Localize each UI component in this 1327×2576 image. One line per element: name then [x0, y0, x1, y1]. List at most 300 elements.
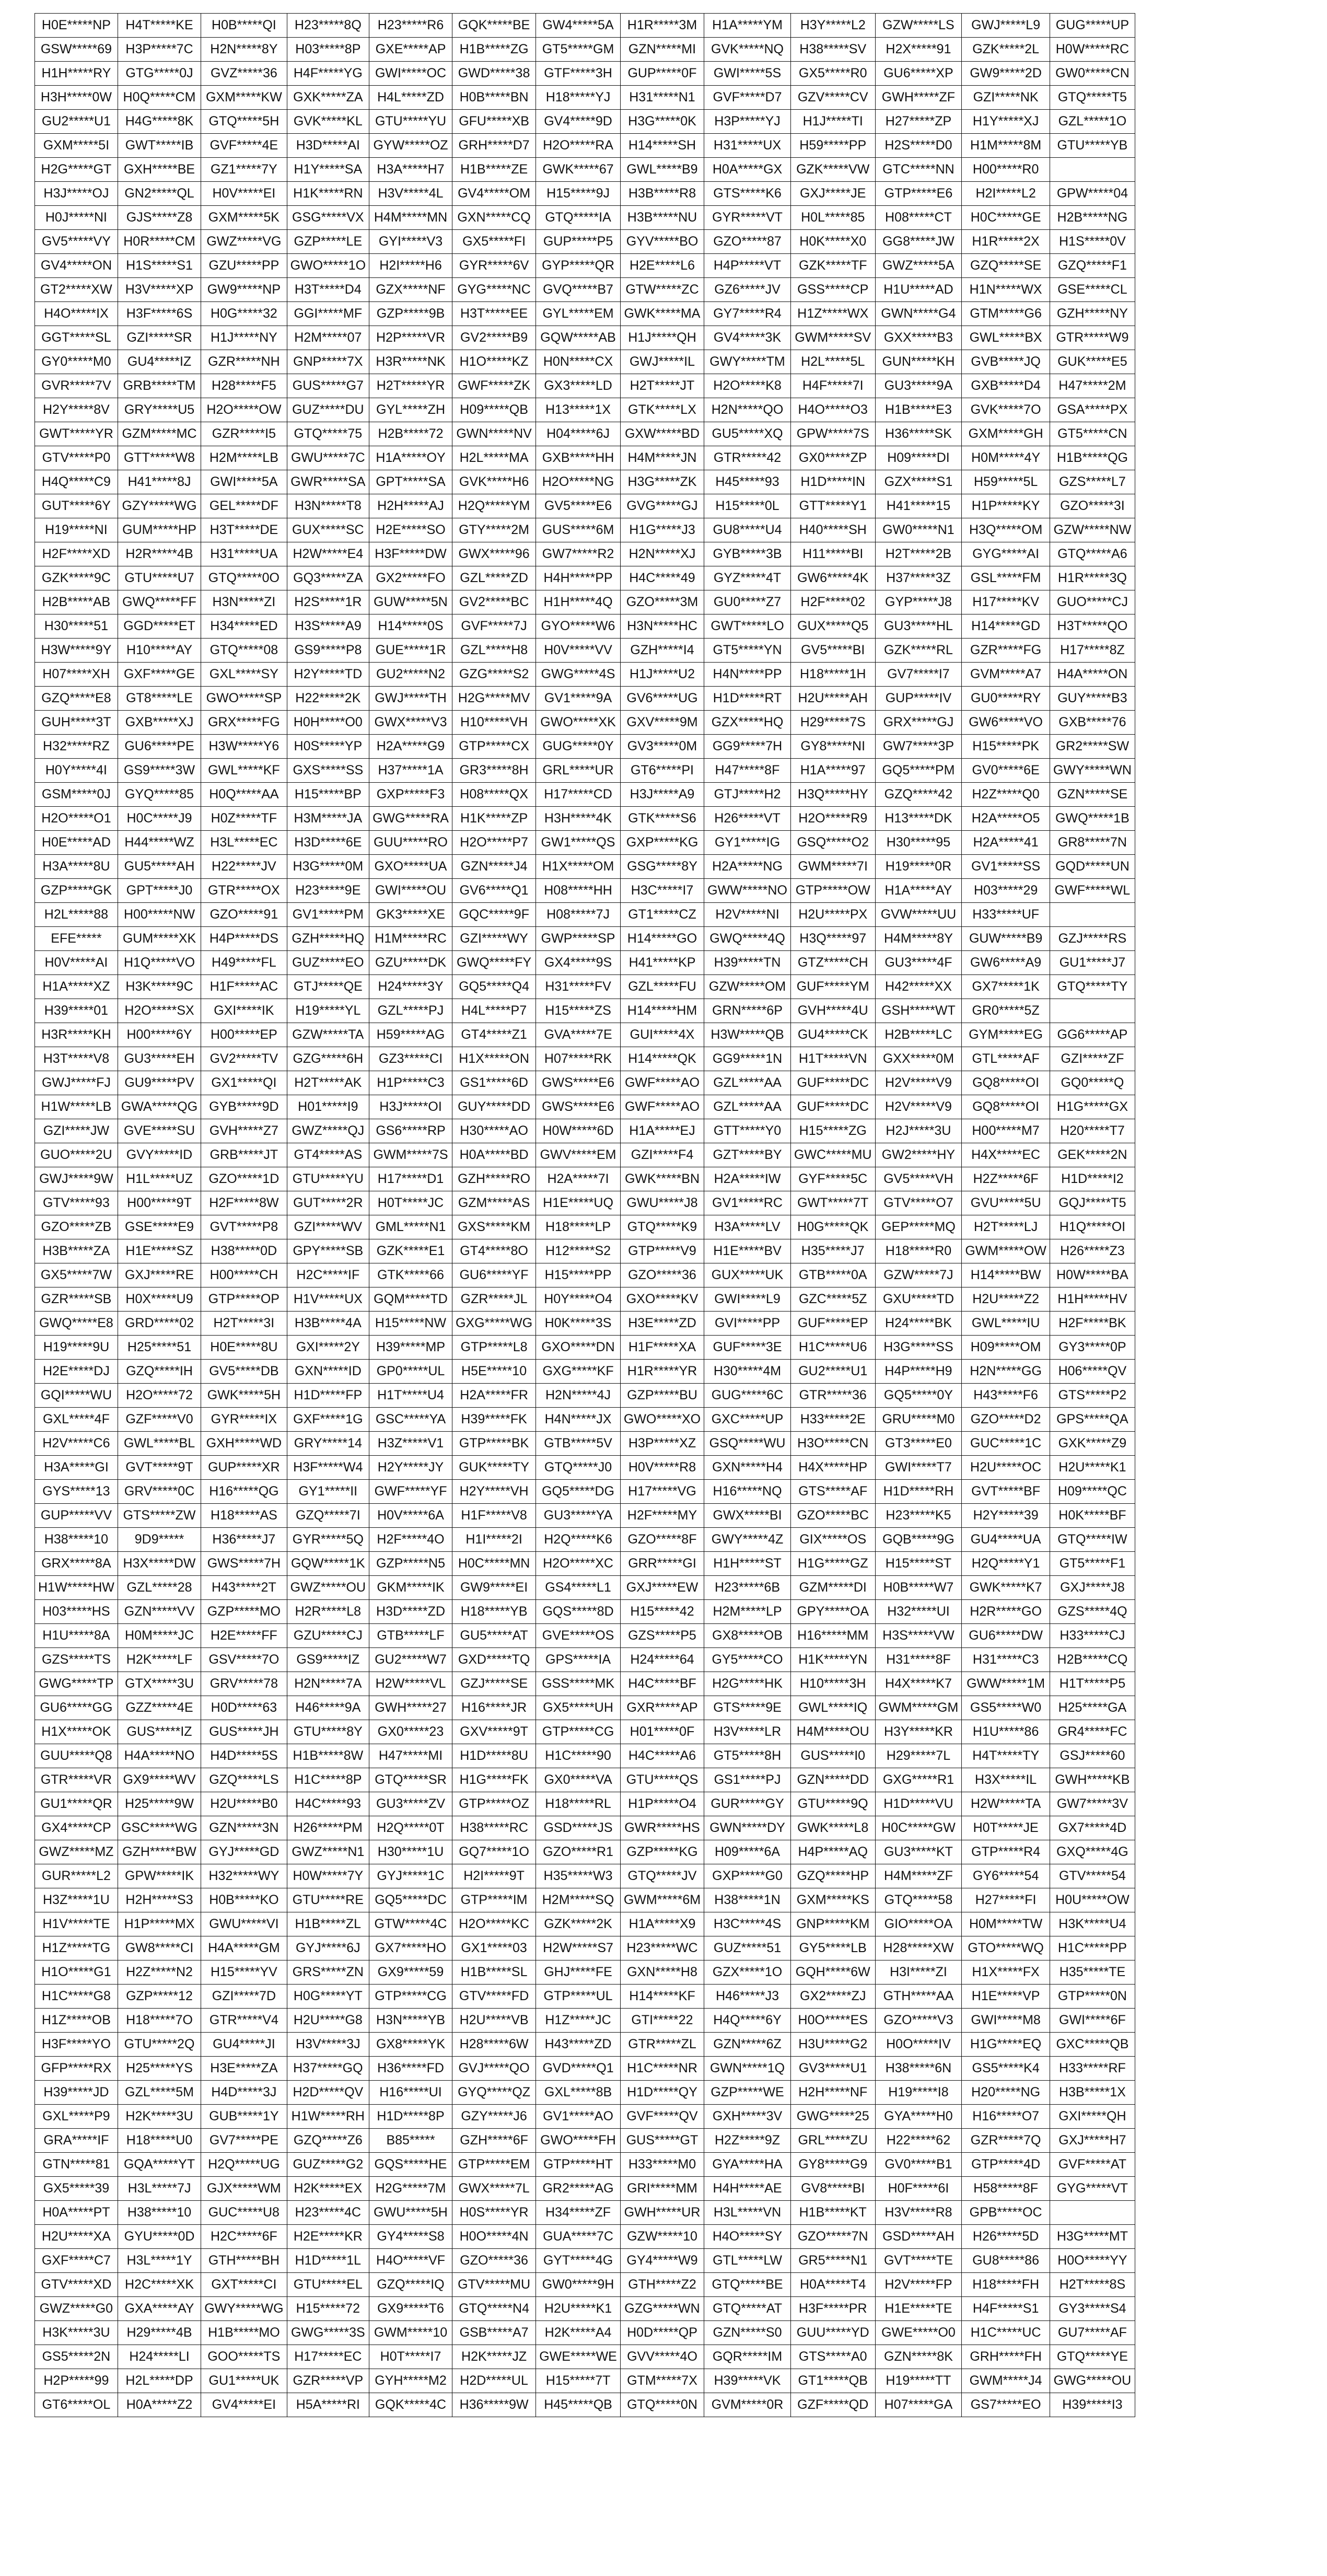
table-cell: GYR*****VT: [704, 206, 791, 230]
table-cell: GW9*****2D: [962, 62, 1050, 86]
table-cell: GU8*****86: [962, 2249, 1050, 2273]
table-cell: GQA*****YT: [118, 2153, 201, 2177]
table-cell: H2G*****HK: [704, 1672, 791, 1696]
table-cell: GTQ*****08: [201, 639, 287, 663]
table-cell: GSG*****VX: [287, 206, 369, 230]
table-cell: H2Q*****Y1: [962, 1552, 1050, 1576]
table-cell: H2A*****IW: [704, 1167, 791, 1191]
table-cell: GWA*****QG: [118, 1095, 201, 1119]
table-cell: GQD*****UN: [1050, 855, 1135, 879]
code-table-body: [35, 14, 1135, 2417]
table-cell: GR3*****8H: [452, 759, 536, 783]
table-cell: GQ5*****Q4: [452, 975, 536, 999]
table-cell: H0L*****85: [790, 206, 875, 230]
table-cell: H43*****F6: [962, 1384, 1050, 1408]
table-cell: GXL*****8B: [536, 2081, 621, 2105]
table-cell: H00*****EP: [201, 1023, 287, 1047]
table-cell: B85*****: [369, 2129, 452, 2153]
table-cell: H0O*****IV: [875, 2033, 962, 2057]
table-cell: GU2*****U1: [790, 1360, 875, 1384]
table-cell: GTU*****8Y: [287, 1720, 369, 1744]
table-cell: H3V*****R8: [875, 2201, 962, 2225]
table-row: [35, 86, 1135, 110]
table-cell: H0G*****YT: [287, 1985, 369, 2009]
table-row: [35, 2033, 1135, 2057]
table-cell: H2N*****8Y: [201, 38, 287, 62]
table-cell: GW4*****5A: [536, 14, 621, 38]
table-cell: H2O*****O1: [35, 807, 118, 831]
table-cell: H38*****1N: [704, 1888, 791, 1912]
table-cell: GZO*****R1: [536, 1840, 621, 1864]
table-cell: H17*****D1: [369, 1167, 452, 1191]
table-cell: GZH*****NY: [1050, 302, 1135, 326]
table-cell: GW9*****EI: [452, 1576, 536, 1600]
table-cell: H3M*****JA: [287, 807, 369, 831]
table-cell: H07*****RK: [536, 1047, 621, 1071]
table-cell: H3F*****PR: [790, 2297, 875, 2321]
table-cell: GZQ*****42: [875, 783, 962, 807]
table-cell: H3D*****6E: [287, 831, 369, 855]
table-cell: H3G*****0K: [620, 110, 704, 134]
table-cell: GNP*****7X: [287, 350, 369, 374]
table-cell: H28*****XW: [875, 1936, 962, 1960]
table-cell: GUN*****KH: [875, 350, 962, 374]
table-cell: H19*****TT: [875, 2369, 962, 2393]
table-cell: GXG*****WG: [452, 1312, 536, 1336]
table-cell: GTV*****93: [35, 1191, 118, 1215]
table-cell: H1E*****SZ: [118, 1239, 201, 1263]
table-cell: H39*****MP: [369, 1336, 452, 1360]
table-cell: GTH*****AA: [875, 1985, 962, 2009]
table-cell: H3L*****VN: [704, 2201, 791, 2225]
table-cell: GSL*****FM: [962, 566, 1050, 590]
table-row: [35, 182, 1135, 206]
table-cell: GVF*****D7: [704, 86, 791, 110]
table-cell: H1A*****X9: [620, 1912, 704, 1936]
table-cell: H3L*****7J: [118, 2177, 201, 2201]
table-cell: GWM*****7I: [790, 855, 875, 879]
table-cell: H19*****NI: [35, 518, 118, 542]
table-cell: H4A*****ON: [1050, 663, 1135, 687]
table-cell: H1B*****MO: [201, 2321, 287, 2345]
table-cell: GZK*****E1: [369, 1239, 452, 1263]
table-cell: GWZ*****QJ: [287, 1119, 369, 1143]
table-cell: GUZ*****51: [704, 1936, 791, 1960]
table-cell: H2N*****4J: [536, 1384, 621, 1408]
table-cell: H1T*****VN: [790, 1047, 875, 1071]
table-cell: H2E*****FF: [201, 1624, 287, 1648]
table-cell: GWL*****BX: [962, 326, 1050, 350]
table-cell: GR5*****N1: [790, 2249, 875, 2273]
table-cell: H2Z*****Q0: [962, 783, 1050, 807]
table-cell: H28*****F5: [201, 374, 287, 398]
table-cell: H3Q*****97: [790, 927, 875, 951]
table-row: [35, 1912, 1135, 1936]
table-cell: GWI*****L9: [704, 1287, 791, 1312]
table-row: [35, 2057, 1135, 2081]
table-cell: GTP*****E6: [875, 182, 962, 206]
table-cell: H2A*****O5: [962, 807, 1050, 831]
table-cell: H2I*****9T: [452, 1864, 536, 1888]
table-cell: GW9*****NP: [201, 278, 287, 302]
table-cell: GSC*****YA: [369, 1408, 452, 1432]
table-row: [35, 1792, 1135, 1816]
table-cell: H36*****FD: [369, 2057, 452, 2081]
table-cell: GZO*****7N: [790, 2225, 875, 2249]
table-cell: GPW*****04: [1050, 182, 1135, 206]
table-cell: H1D*****I2: [1050, 1167, 1135, 1191]
table-row: [35, 807, 1135, 831]
table-cell: H2Q*****YM: [452, 494, 536, 518]
table-cell: H32*****RZ: [35, 735, 118, 759]
table-cell: H23*****8Q: [287, 14, 369, 38]
table-cell: H0O*****4N: [452, 2225, 536, 2249]
table-cell: GUG*****6C: [704, 1384, 791, 1408]
table-cell: H2Z*****9Z: [704, 2129, 791, 2153]
table-cell: GZL*****FU: [620, 975, 704, 999]
table-cell: H1B*****ZE: [452, 158, 536, 182]
table-cell: GT5*****YN: [704, 639, 791, 663]
table-cell: GT4*****AS: [287, 1143, 369, 1167]
table-cell: GXH*****WD: [201, 1432, 287, 1456]
table-cell: H10*****3H: [790, 1672, 875, 1696]
table-cell: H3Y*****L2: [790, 14, 875, 38]
table-cell: H2U*****XA: [35, 2225, 118, 2249]
table-cell: GOO*****TS: [201, 2345, 287, 2369]
table-cell: GV4*****9D: [536, 110, 621, 134]
table-cell: H1G*****J3: [620, 518, 704, 542]
table-cell: H2T*****YR: [369, 374, 452, 398]
table-cell: GZH*****HQ: [287, 927, 369, 951]
table-cell: H24*****64: [620, 1648, 704, 1672]
table-cell: H2O*****72: [118, 1384, 201, 1408]
table-cell: H36*****9W: [452, 2393, 536, 2417]
table-cell: GTW*****4C: [369, 1912, 452, 1936]
table-cell: GTW*****ZC: [620, 278, 704, 302]
table-cell: GV6*****Q1: [452, 879, 536, 903]
table-cell: H15*****YV: [201, 1960, 287, 1985]
table-cell: GU7*****AF: [1050, 2321, 1135, 2345]
table-cell: H1T*****U4: [369, 1384, 452, 1408]
table-cell: H31*****UX: [704, 134, 791, 158]
table-cell: H09*****6A: [704, 1840, 791, 1864]
table-cell: GWZ*****VG: [201, 230, 287, 254]
table-cell: H15*****42: [620, 1600, 704, 1624]
table-cell: GXI*****QH: [1050, 2105, 1135, 2129]
table-cell: GRB*****JT: [201, 1143, 287, 1167]
table-cell: H19*****0R: [875, 855, 962, 879]
table-cell: H4X*****K7: [875, 1672, 962, 1696]
table-cell: H23*****R6: [369, 14, 452, 38]
table-cell: H1D*****IN: [790, 470, 875, 494]
table-cell: GXM*****GH: [962, 422, 1050, 446]
table-cell: H4D*****3J: [201, 2081, 287, 2105]
table-cell: H3V*****4L: [369, 182, 452, 206]
table-cell: GQ8*****OI: [962, 1095, 1050, 1119]
table-cell: GQH*****6W: [790, 1960, 875, 1985]
table-cell: GXF*****GE: [118, 663, 201, 687]
table-cell: GW8*****CI: [118, 1936, 201, 1960]
table-cell: GTU*****EL: [287, 2273, 369, 2297]
table-cell: GNP*****KM: [790, 1912, 875, 1936]
table-cell: H2Z*****6F: [962, 1167, 1050, 1191]
table-cell: H1M*****8M: [962, 134, 1050, 158]
table-cell: GIO*****OA: [875, 1912, 962, 1936]
table-cell: GWQ*****FY: [452, 951, 536, 975]
table-cell: H25*****51: [118, 1336, 201, 1360]
table-cell: H18*****YJ: [536, 86, 621, 110]
table-cell: GYP*****QR: [536, 254, 621, 278]
table-row: [35, 494, 1135, 518]
table-cell: H1Z*****TG: [35, 1936, 118, 1960]
table-cell: [1050, 158, 1135, 182]
table-cell: GZW*****NW: [1050, 518, 1135, 542]
table-cell: GWO*****FH: [536, 2129, 621, 2153]
table-cell: GZW*****LS: [875, 14, 962, 38]
table-cell: GZQ*****F1: [1050, 254, 1135, 278]
table-cell: [1050, 999, 1135, 1023]
table-cell: H15*****9J: [536, 182, 621, 206]
table-cell: GQ5*****DG: [536, 1480, 621, 1504]
table-cell: GZ6*****JV: [704, 278, 791, 302]
table-cell: GTS*****9E: [704, 1696, 791, 1720]
table-cell: GZN*****S0: [704, 2321, 791, 2345]
table-cell: H31*****N1: [620, 86, 704, 110]
table-cell: H37*****3Z: [875, 566, 962, 590]
table-cell: GV2*****TV: [201, 1047, 287, 1071]
table-cell: GTV*****MU: [452, 2273, 536, 2297]
table-cell: GWJ*****FJ: [35, 1071, 118, 1095]
table-cell: GUI*****4X: [620, 1023, 704, 1047]
table-cell: H25*****9W: [118, 1792, 201, 1816]
table-cell: H2W*****TA: [962, 1792, 1050, 1816]
table-cell: H2B*****CQ: [1050, 1648, 1135, 1672]
table-cell: H3N*****T8: [287, 494, 369, 518]
table-cell: GQ0*****Q: [1050, 1071, 1135, 1095]
table-cell: GU3*****HL: [875, 614, 962, 639]
table-cell: GRY*****U5: [118, 398, 201, 422]
table-row: [35, 590, 1135, 614]
table-cell: GYR*****5Q: [287, 1528, 369, 1552]
table-cell: H3A*****GI: [35, 1456, 118, 1480]
table-cell: H28*****6W: [452, 2033, 536, 2057]
table-cell: H14*****QK: [620, 1047, 704, 1071]
table-cell: H15*****BP: [287, 783, 369, 807]
table-cell: H3U*****G2: [790, 2033, 875, 2057]
table-cell: H26*****VT: [704, 807, 791, 831]
table-cell: H41*****8J: [118, 470, 201, 494]
table-cell: H2C*****XK: [118, 2273, 201, 2297]
table-cell: GUS*****GT: [620, 2129, 704, 2153]
table-cell: GWL*****IU: [962, 1312, 1050, 1336]
table-cell: H3S*****A9: [287, 614, 369, 639]
table-cell: GXS*****KM: [452, 1215, 536, 1239]
table-row: [35, 711, 1135, 735]
table-cell: H2G*****MV: [452, 687, 536, 711]
table-cell: H0C*****GW: [875, 1816, 962, 1840]
table-cell: GV1*****SS: [962, 855, 1050, 879]
table-cell: GTP*****BK: [452, 1432, 536, 1456]
table-cell: H4P*****H9: [875, 1360, 962, 1384]
table-cell: GXM*****5I: [35, 134, 118, 158]
table-cell: GQ3*****ZA: [287, 566, 369, 590]
table-cell: GZW*****OM: [704, 975, 791, 999]
table-cell: GWD*****38: [452, 62, 536, 86]
table-cell: GZH*****BW: [118, 1840, 201, 1864]
table-cell: GTP*****CX: [452, 735, 536, 759]
table-cell: GTQ*****J0: [536, 1456, 621, 1480]
table-cell: GXB*****XJ: [118, 711, 201, 735]
table-cell: H2I*****H6: [369, 254, 452, 278]
table-row: [35, 1287, 1135, 1312]
table-cell: GU5*****AT: [452, 1624, 536, 1648]
table-row: [35, 1648, 1135, 1672]
table-cell: GV5*****DB: [201, 1360, 287, 1384]
table-cell: GWM*****OW: [962, 1239, 1050, 1263]
table-cell: H1C*****NR: [620, 2057, 704, 2081]
table-cell: H3L*****1Y: [118, 2249, 201, 2273]
table-cell: H1B*****QG: [1050, 446, 1135, 470]
table-cell: GTP*****V9: [620, 1239, 704, 1263]
table-cell: GZF*****QD: [790, 2393, 875, 2417]
table-cell: GX5*****R0: [790, 62, 875, 86]
table-cell: GTQ*****5H: [201, 110, 287, 134]
table-cell: H0O*****ES: [790, 2009, 875, 2033]
table-cell: GZS*****P5: [620, 1624, 704, 1648]
table-cell: H2A*****FR: [452, 1384, 536, 1408]
table-cell: H0R*****CM: [118, 230, 201, 254]
table-cell: GZR*****NH: [201, 350, 287, 374]
table-cell: H1Q*****OI: [1050, 1215, 1135, 1239]
table-cell: H2S*****1R: [287, 590, 369, 614]
table-cell: GQJ*****T5: [1050, 1191, 1135, 1215]
table-cell: GUX*****Q5: [790, 614, 875, 639]
table-cell: GZI*****SR: [118, 326, 201, 350]
table-cell: GTQ*****TY: [1050, 975, 1135, 999]
table-cell: GTP*****L8: [452, 1336, 536, 1360]
table-cell: H4F*****YG: [287, 62, 369, 86]
table-cell: GQW*****1K: [287, 1552, 369, 1576]
table-cell: GX1*****QI: [201, 1071, 287, 1095]
table-cell: GUX*****SC: [287, 518, 369, 542]
table-cell: H2T*****8S: [1050, 2273, 1135, 2297]
table-cell: H1H*****HV: [1050, 1287, 1135, 1312]
table-cell: H1X*****FX: [962, 1960, 1050, 1985]
table-cell: GTF*****3H: [536, 62, 621, 86]
table-cell: GN2*****QL: [118, 182, 201, 206]
table-cell: H4Q*****C9: [35, 470, 118, 494]
table-cell: H1Q*****VO: [118, 951, 201, 975]
table-cell: H59*****5L: [962, 470, 1050, 494]
table-cell: H4C*****BF: [620, 1672, 704, 1696]
table-cell: GY3*****0P: [1050, 1336, 1135, 1360]
table-cell: H4M*****8Y: [875, 927, 962, 951]
table-cell: GQM*****TD: [369, 1287, 452, 1312]
table-cell: H2T*****JT: [620, 374, 704, 398]
table-cell: H1Z*****OB: [35, 2009, 118, 2033]
table-cell: H0W*****BA: [1050, 1263, 1135, 1287]
table-cell: H4X*****HP: [790, 1456, 875, 1480]
table-cell: GTQ*****A6: [1050, 542, 1135, 566]
table-row: [35, 1360, 1135, 1384]
table-cell: GYM*****EG: [962, 1023, 1050, 1047]
table-cell: GML*****N1: [369, 1215, 452, 1239]
table-cell: GZG*****S2: [452, 663, 536, 687]
table-cell: GWY*****4Z: [704, 1528, 791, 1552]
table-cell: GVK*****H6: [452, 470, 536, 494]
table-cell: GSC*****WG: [118, 1816, 201, 1840]
table-cell: GVH*****4U: [790, 999, 875, 1023]
table-cell: H3E*****ZD: [620, 1312, 704, 1336]
table-cell: H2L*****DP: [118, 2369, 201, 2393]
table-cell: H38*****10: [118, 2201, 201, 2225]
table-cell: H41*****KP: [620, 951, 704, 975]
table-cell: H2R*****4B: [118, 542, 201, 566]
table-cell: GV0*****6E: [962, 759, 1050, 783]
table-cell: H43*****ZD: [536, 2033, 621, 2057]
table-cell: GTH*****BH: [201, 2249, 287, 2273]
table-cell: H0D*****QP: [620, 2321, 704, 2345]
table-cell: GWF*****WL: [1050, 879, 1135, 903]
table-cell: GS1*****6D: [452, 1071, 536, 1095]
table-cell: H34*****ED: [201, 614, 287, 639]
table-row: [35, 831, 1135, 855]
table-cell: GV7*****PE: [201, 2129, 287, 2153]
table-cell: H3H*****4K: [536, 807, 621, 831]
table-cell: GY5*****CO: [704, 1648, 791, 1672]
table-cell: H39*****01: [35, 999, 118, 1023]
table-cell: GXN*****H4: [704, 1456, 791, 1480]
table-cell: GZR*****SB: [35, 1287, 118, 1312]
table-cell: H03*****HS: [35, 1600, 118, 1624]
table-cell: GZJ*****RS: [1050, 927, 1135, 951]
table-cell: H4L*****ZD: [369, 86, 452, 110]
table-cell: GX0*****23: [369, 1720, 452, 1744]
table-cell: H3N*****YB: [369, 2009, 452, 2033]
table-cell: H1G*****FK: [452, 1768, 536, 1792]
table-cell: GX0*****VA: [536, 1768, 621, 1792]
table-cell: H24*****LI: [118, 2345, 201, 2369]
table-cell: H1T*****P5: [1050, 1672, 1135, 1696]
table-cell: H3B*****4A: [287, 1312, 369, 1336]
table-cell: GVZ*****36: [201, 62, 287, 86]
table-cell: GYJ*****GD: [201, 1840, 287, 1864]
table-cell: GTP*****OP: [201, 1287, 287, 1312]
table-cell: H2F*****MY: [620, 1504, 704, 1528]
table-cell: H29*****7L: [875, 1744, 962, 1768]
table-cell: GRV*****78: [201, 1672, 287, 1696]
table-cell: GWZ*****OU: [287, 1576, 369, 1600]
table-cell: GXL*****P9: [35, 2105, 118, 2129]
table-cell: GYQ*****85: [118, 783, 201, 807]
table-cell: GVT*****P8: [201, 1215, 287, 1239]
table-cell: GVG*****GJ: [620, 494, 704, 518]
table-cell: H3Q*****OM: [962, 518, 1050, 542]
table-cell: H0M*****TW: [962, 1912, 1050, 1936]
table-cell: GZK*****VW: [790, 158, 875, 182]
table-cell: H1R*****3M: [620, 14, 704, 38]
table-cell: GXM*****KW: [201, 86, 287, 110]
table-cell: GTQ*****IW: [1050, 1528, 1135, 1552]
table-cell: H23*****WC: [620, 1936, 704, 1960]
table-cell: GY3*****S4: [1050, 2297, 1135, 2321]
table-cell: H3G*****ZK: [620, 470, 704, 494]
table-cell: GW7*****3V: [1050, 1792, 1135, 1816]
table-cell: H0T*****JE: [962, 1816, 1050, 1840]
table-cell: H58*****8F: [962, 2177, 1050, 2201]
table-cell: GZN*****DD: [790, 1768, 875, 1792]
table-cell: H18*****LP: [536, 1215, 621, 1239]
